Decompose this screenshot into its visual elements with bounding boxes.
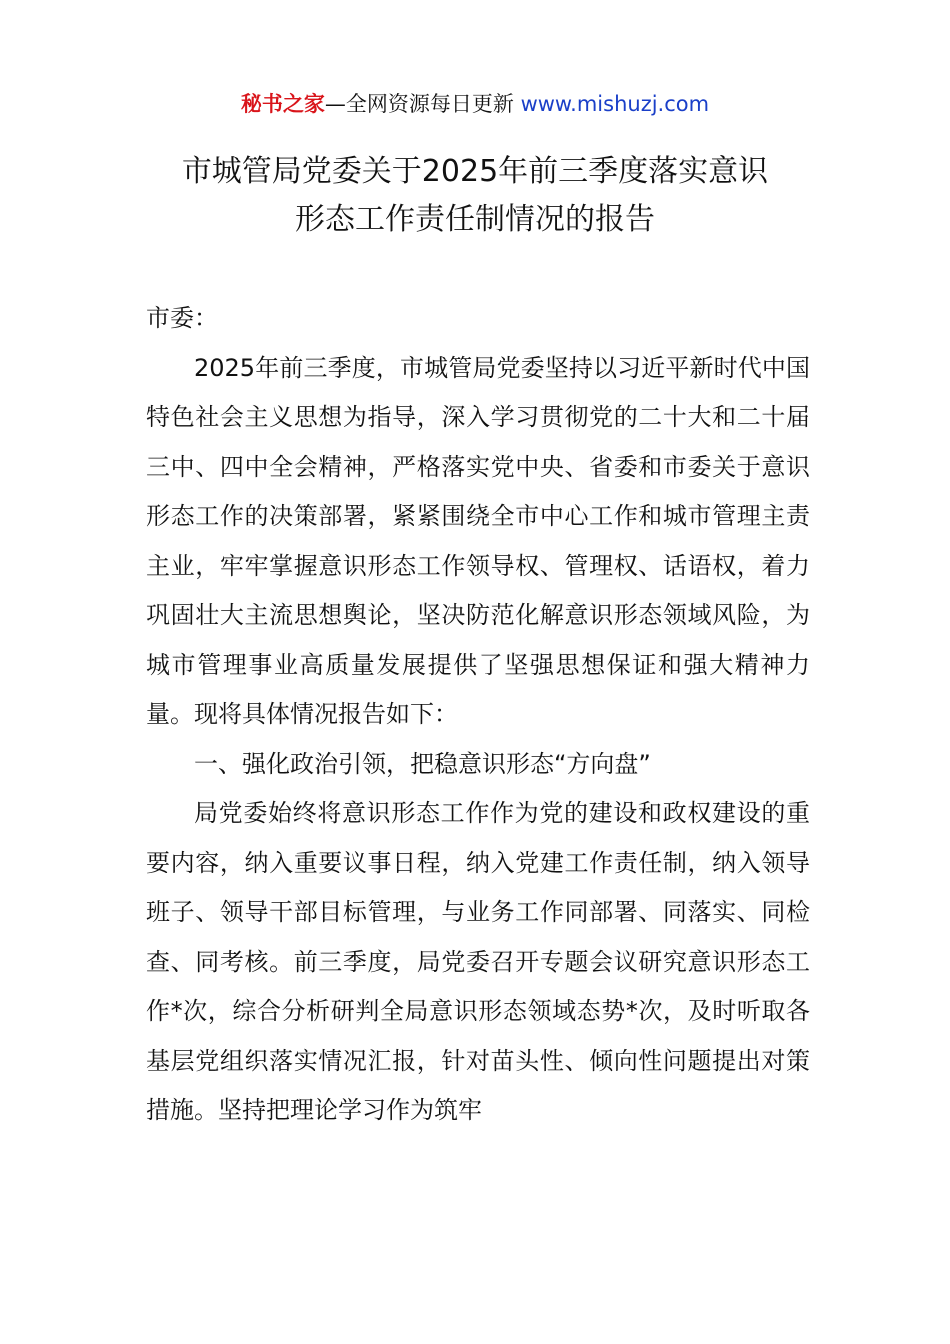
- site-header: [0, 88, 950, 120]
- salutation: 市委：: [146, 304, 218, 332]
- title-line-1: 市城管局党委关于2025年前三季度落实意识: [181, 154, 769, 189]
- document-body: [146, 294, 810, 1136]
- title-line-2: 形态工作责任制情况的报告: [295, 202, 655, 237]
- document-title: [80, 148, 870, 244]
- brand-name: 秘书之家: [240, 92, 325, 116]
- paragraph-intro: 2025年前三季度，市城管局党委坚持以习近平新时代中国特色社会主义思想为指导，深入学习贯彻党的二十大和二十届三中、四中全会精神，严格落实党中央、省委和市委关于意识形态工作的决策部署，紧紧围绕全市中心工作和城市管理主责主业，牢牢掌握意识形态工作领导权、管理权、话语权，着力巩固壮大主流思想舆论，坚决防范化解意识形态领域风险，为城市管理事业高质量发展提供了坚强思想保证和强大精神力量。现将具体情况报告如下：: [146, 353, 810, 728]
- paragraph-section-1: 局党委始终将意识形态工作作为党的建设和政权建设的重要内容，纳入重要议事日程，纳入党建工作责任制，纳入领导班子、领导干部目标管理，与业务工作同部署、同落实、同检查、同考核。前三季度，局党委召开专题会议研究意识形态工作*次，综合分析研判全局意识形态领域态势*次，及时听取各基层党组织落实情况汇报，针对苗头性、倾向性问题提出对策措施。坚持把理论学习作为筑牢: [146, 799, 810, 1124]
- header-tagline: —全网资源每日更新: [324, 92, 514, 116]
- site-url-link[interactable]: www.mishuzj.com: [520, 92, 710, 116]
- section-heading-1: 一、强化政治引领，把稳意识形态“方向盘”: [194, 749, 651, 778]
